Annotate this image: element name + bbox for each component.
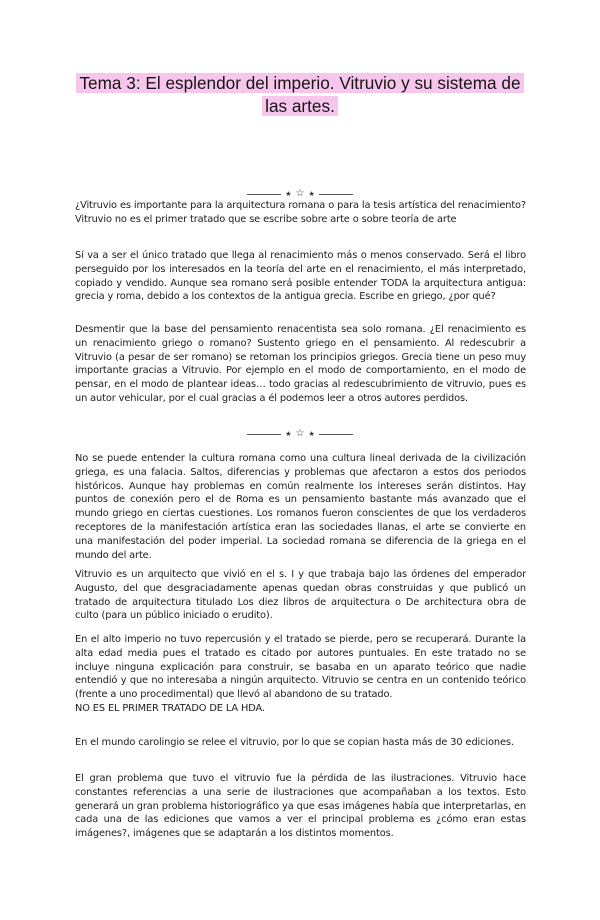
divider-line	[319, 434, 353, 435]
star-outline-icon: ☆	[295, 428, 305, 439]
paragraph-block-3	[75, 323, 526, 406]
paragraph-block-8	[75, 772, 526, 841]
divider-line	[247, 434, 281, 435]
paragraph: ¿Vitruvio es importante para la arquitectura romana o para la tesis artística del renacimiento? Vitruvio no es el primer tratado que se escribe sobre arte o sobre teoría de arte	[75, 200, 526, 225]
paragraph-block-4	[75, 452, 526, 562]
star-filled-icon: ★	[285, 190, 292, 198]
paragraph: Sí va a ser el único tratado que llega al renacimiento más o menos conservado. Será el libro perseguido por los interesados en la teoría del arte en el renacimiento, el más interpretado, copiado y vendido. Aunque sea romano será posible entender TODA la arquitectura antigua: grecia y roma, debido a los contextos de la antigua grecia. Escribe en griego, ¿por qué?	[75, 250, 526, 303]
star-outline-icon: ☆	[295, 188, 305, 199]
star-filled-icon: ★	[308, 190, 315, 198]
document-page	[0, 72, 600, 920]
star-filled-icon: ★	[285, 430, 292, 438]
paragraph-block-2	[75, 249, 526, 304]
paragraph: Desmentir que la base del pensamiento renacentista sea solo romana. ¿El renacimiento es un renacimiento griego o romano? Sustento griego en el pensamiento. Al redescubrir a Vitruvio (a pesar de ser romano) se retoman los principios griegos. Grecia tiene un peso muy importante gracias a Vitruvio. Por ejemplo en el modo de comportamiento, en el modo de pensar, en el modo de plantear ideas… todo gracias al redescubrimiento de vitruvio, pues es un autor vehicular, por el cual gracias a él podemos leer a otros autores perdidos.	[75, 324, 526, 404]
paragraph-emphasis: NO ES EL PRIMER TRATADO DE LA HDA.	[75, 702, 265, 714]
title-block	[0, 72, 600, 118]
paragraph-block-7	[75, 736, 526, 750]
paragraph: No se puede entender la cultura romana como una cultura lineal derivada de la civilización griega, es una falacia. Saltos, diferencias y problemas que afectaron a estos dos periodos históricos. Aunque hay problemas en común realmente los intereses serán distintos. Hay puntos de conexión pero el de Roma es un pensamiento bastante más avanzado que el mundo griego en ciertas cuestiones. Los romanos fueron conscientes de que los verdaderos receptores de la manifestación artística eran las sociedades llanas, el arte se convierte en una manifestación del poder imperial. La sociedad romana se diferencia de la griega en el mundo del arte.	[75, 453, 526, 561]
paragraph: El gran problema que tuvo el vitruvio fue la pérdida de las ilustraciones. Vitruvio hace constantes referencias a una serie de ilustraciones que acompañaban a los textos. Esto generará un gran problema historiográfico ya que esas imágenes había que interpretarlas, en cada una de las ediciones que vamos a ver el principal problema es ¿cómo eran estas imágenes?, imágenes que se adaptarán a los distintos momentos.	[75, 773, 526, 840]
divider-middle	[0, 428, 600, 440]
divider-line	[319, 194, 353, 195]
star-filled-icon: ★	[308, 430, 315, 438]
paragraph: En el mundo carolingio se relee el vitruvio, por lo que se copian hasta más de 30 ediciones.	[75, 737, 514, 748]
paragraph-block-5	[75, 568, 526, 623]
paragraph: En el alto imperio no tuvo repercusión y el tratado se pierde, pero se recuperará. Durante la alta edad media pues el tratado es citado por autores puntuales. En este tratado no se incluye ninguna explicación para construir, se basaba en un aparato teórico que nadie entendió y que no interesaba a ningún arquitecto. Vitruvio se centra en un contenido teórico (frente a uno procedimental) que llevó al abandono de su tratado.	[75, 634, 526, 701]
divider-line	[247, 194, 281, 195]
paragraph: Vitruvio es un arquitecto que vivió en el s. I y que trabaja bajo las órdenes del emperador Augusto, del que desgraciadamente apenas quedan obras construidas y que publicó un tratado de arquitectura titulado Los diez libros de arquitectura o De architectura obra de culto (para un público iniciado o erudito).	[75, 569, 526, 622]
paragraph-block-1	[75, 199, 526, 227]
page-title: Tema 3: El esplendor del imperio. Vitruvio y su sistema de las artes.	[76, 73, 523, 116]
paragraph-block-6	[75, 633, 526, 716]
